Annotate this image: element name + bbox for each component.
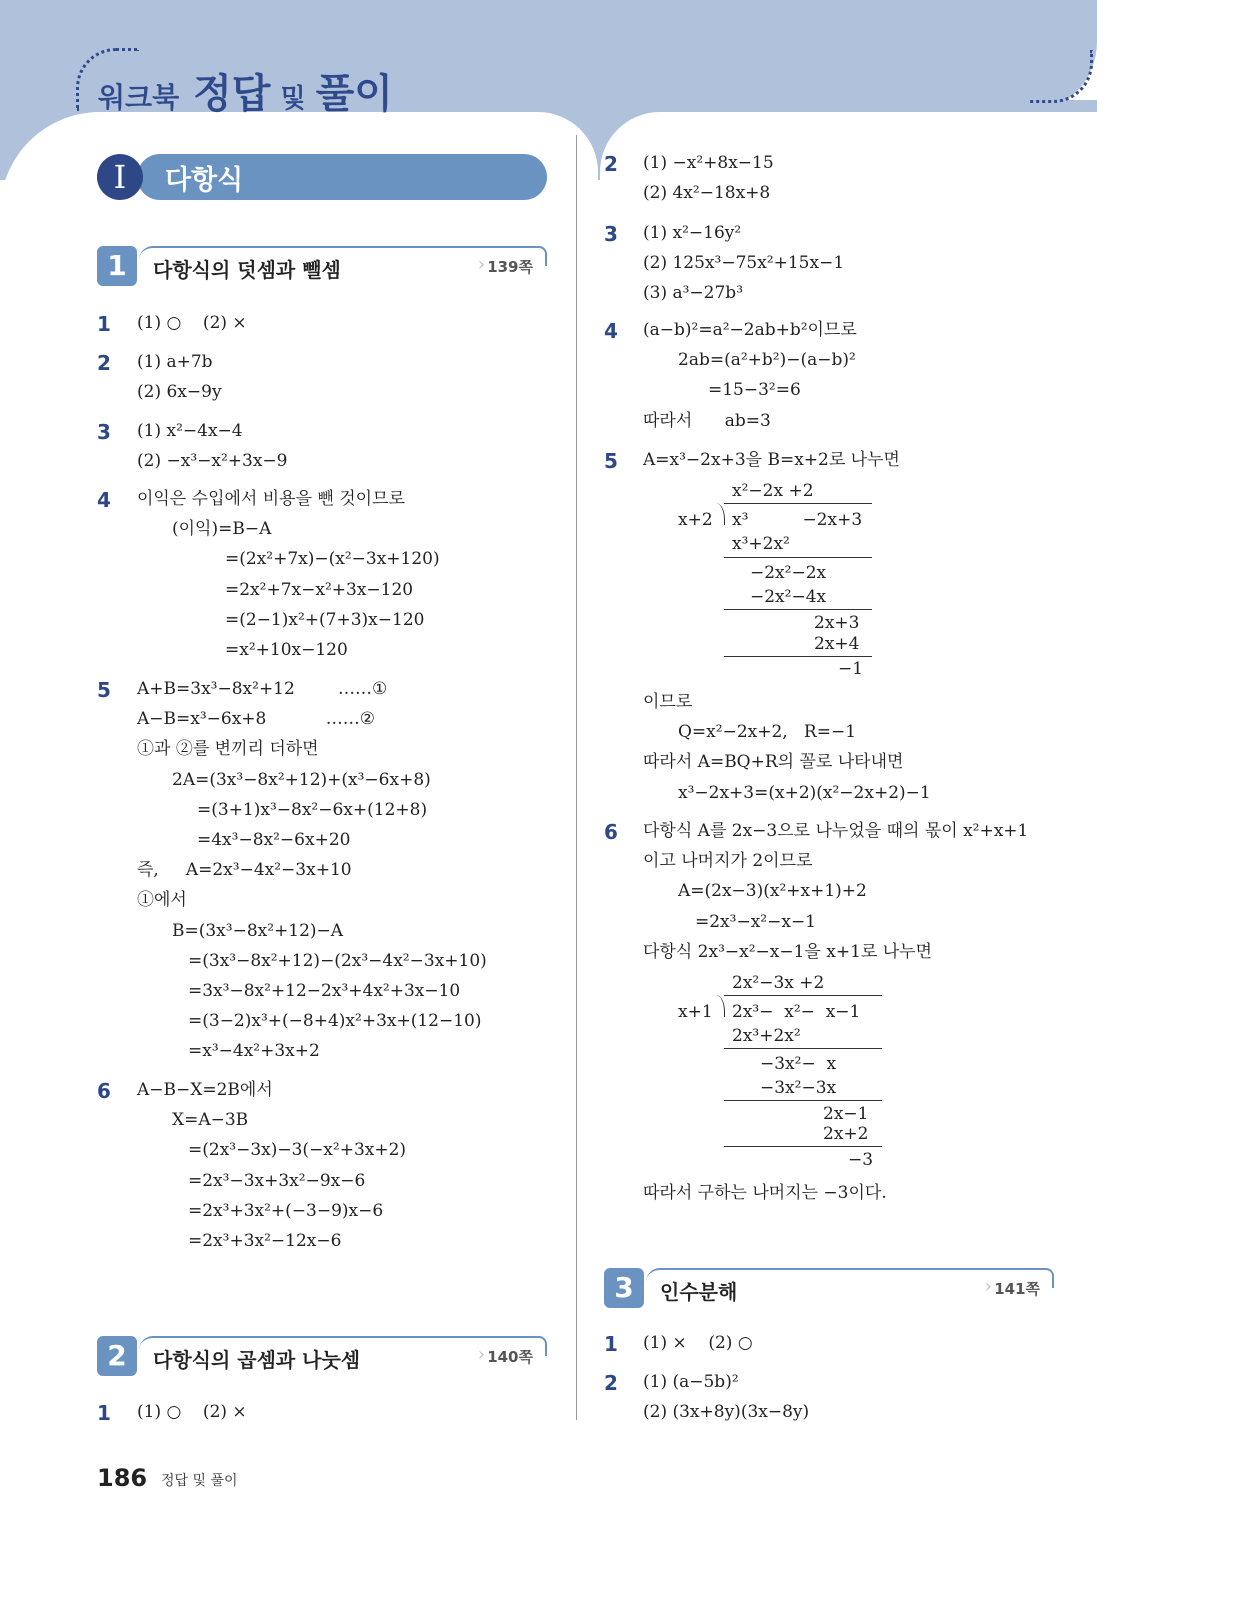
division-divisor: x+2 — [678, 510, 713, 530]
chevron-right-icon: › — [984, 1276, 992, 1297]
problem-6-solution — [643, 816, 1028, 967]
section-number: 3 — [604, 1268, 644, 1308]
solution-line: (2) 6x−9y — [137, 382, 222, 403]
title-answers: 정답 — [193, 71, 271, 117]
division-divisor: x+1 — [678, 1002, 713, 1022]
solution-line: =2x³−x²−x−1 — [695, 911, 817, 932]
division-row: 2x−1 — [823, 1104, 869, 1124]
problem-number: 1 — [97, 312, 111, 336]
section-header-2 — [97, 1336, 547, 1376]
division-dividend: 2x³− x²− x−1 — [732, 1002, 861, 1022]
problem-2-solution — [137, 347, 222, 407]
solution-line: A−B=x³−6x+8 ……② — [137, 709, 376, 730]
problem-number: 5 — [604, 449, 618, 473]
solution-line: =(2x²+7x)−(x²−3x+120) — [225, 549, 440, 570]
division-row: 2x³+2x² — [732, 1026, 801, 1046]
problem-number: 3 — [97, 420, 111, 444]
problem-3-solution — [643, 218, 844, 309]
solution-line: =x³−4x²+3x+2 — [188, 1041, 320, 1062]
solution-line: ①에서 — [137, 890, 187, 911]
problem-number: 6 — [604, 820, 618, 844]
problem-2-solution — [643, 148, 774, 208]
division-line — [724, 1100, 882, 1101]
problem-1-solution — [137, 1397, 247, 1427]
problem-5-intro: A=x³−2x+3을 B=x+2로 나누면 — [643, 450, 900, 470]
solution-line: =(3x³−8x²+12)−(2x³−4x²−3x+10) — [188, 950, 487, 971]
title-and: 및 — [280, 84, 306, 114]
solution-line: A=(2x−3)(x²+x+1)+2 — [678, 881, 867, 902]
section-number: 1 — [97, 246, 137, 286]
problem-number: 3 — [604, 222, 618, 246]
solution-line: =2x³+3x²−12x−6 — [188, 1231, 342, 1252]
problem-1-solution — [137, 308, 247, 338]
section-header-3 — [604, 1268, 1054, 1308]
division-line — [724, 1146, 882, 1147]
solution-line: =(3−2)x³+(−8+4)x²+3x+(12−10) — [188, 1011, 482, 1032]
section-page-ref: 139쪽 — [487, 258, 533, 276]
chapter-banner — [97, 154, 547, 200]
division-line — [724, 1048, 882, 1049]
division-row: x³+2x² — [732, 534, 790, 554]
solution-line: (이익)=B−A — [172, 519, 272, 540]
solution-line: B=(3x³−8x²+12)−A — [172, 920, 344, 941]
problem-number: 4 — [604, 319, 618, 343]
problem-3-solution — [137, 416, 288, 476]
solution-line: 2A=(3x³−8x²+12)+(x³−6x+8) — [172, 769, 431, 790]
problem-5-solution — [137, 674, 487, 1067]
solution-line: =(2−1)x²+(7+3)x−120 — [225, 609, 425, 630]
division-line — [724, 503, 872, 504]
solution-line: 이고 나머지가 2이므로 — [643, 851, 813, 872]
solution-line: =15−3²=6 — [708, 380, 801, 401]
solution-line: (2) (3x+8y)(3x−8y) — [643, 1402, 810, 1423]
solution-line: 다항식 2x³−x²−x−1을 x+1로 나누면 — [643, 941, 932, 962]
solution-line: (2) 4x²−18x+8 — [643, 183, 771, 204]
division-row: −3x²−3x — [760, 1078, 837, 1098]
footer-label: 정답 및 풀이 — [161, 1473, 238, 1489]
solution-line: ①과 ②를 변끼리 더하면 — [137, 739, 319, 760]
solution-line: 따라서 ab=3 — [643, 410, 771, 431]
solution-line: =2x²+7x−x²+3x−120 — [225, 579, 414, 600]
solution-line: Q=x²−2x+2, R=−1 — [678, 722, 857, 743]
page-number: 186 — [97, 1464, 148, 1492]
solution-line: (1) ○ (2) × — [137, 1402, 247, 1422]
solution-line: =4x³−8x²−6x+20 — [197, 830, 351, 851]
solution-line: (1) (a−5b)² — [643, 1372, 739, 1392]
chapter-title: 다항식 — [165, 165, 244, 196]
division-line — [724, 609, 872, 610]
division-row: 2x+4 — [814, 634, 860, 654]
solution-line: =3x³−8x²+12−2x³+4x²+3x−10 — [188, 981, 461, 1002]
solution-line: x³−2x+3=(x+2)(x²−2x+2)−1 — [678, 782, 931, 803]
section-page-ref: 141쪽 — [994, 1280, 1040, 1298]
problem-number: 5 — [97, 678, 111, 702]
solution-line: 2ab=(a²+b²)−(a−b)² — [678, 350, 856, 371]
problem-4-solution — [643, 315, 857, 436]
problem-5-conclusion — [643, 687, 931, 808]
division-line — [724, 557, 872, 558]
solution-line: (2) 125x³−75x²+15x−1 — [643, 253, 845, 274]
division-row: −3x²− x — [760, 1054, 837, 1074]
section-title: 다항식의 덧셈과 뺄셈 — [153, 258, 341, 282]
solution-line: (1) x²−4x−4 — [137, 421, 243, 441]
solution-line: =2x³−3x+3x²−9x−6 — [188, 1170, 366, 1191]
division-row: −2x²−4x — [750, 587, 827, 607]
title-workbook: 워크북 — [98, 81, 180, 114]
solution-line: (3) a³−27b³ — [643, 283, 744, 304]
solution-line: (a−b)²=a²−2ab+b²이므로 — [643, 320, 857, 340]
division-row: −2x²−2x — [750, 563, 827, 583]
solution-line: 다항식 A를 2x−3으로 나누었을 때의 몫이 x²+x+1 — [643, 821, 1029, 841]
problem-number: 4 — [97, 488, 111, 512]
solution-line: =(2x³−3x)−3(−x²+3x+2) — [188, 1140, 407, 1161]
solution-line: =x²+10x−120 — [225, 640, 348, 661]
solution-line: (1) −x²+8x−15 — [643, 153, 774, 173]
problem-number: 2 — [604, 1371, 618, 1395]
division-dividend: x³ −2x+3 — [732, 510, 863, 530]
problem-2-solution — [643, 1367, 809, 1427]
chevron-right-icon: › — [477, 254, 485, 275]
problem-number: 1 — [97, 1401, 111, 1425]
solution-line: (1) × (2) ○ — [643, 1333, 753, 1353]
division-row: 2x+2 — [823, 1124, 869, 1144]
problem-6-solution — [137, 1075, 406, 1256]
solution-line: (1) x²−16y² — [643, 223, 742, 243]
solution-line: (1) a+7b — [137, 352, 213, 372]
division-quotient: 2x²−3x +2 — [732, 973, 825, 993]
solution-line: A−B−X=2B에서 — [137, 1080, 273, 1100]
solution-line: A+B=3x³−8x²+12 ……① — [137, 679, 388, 699]
problem-1-solution — [643, 1328, 753, 1358]
solution-line: 즉, A=2x³−4x²−3x+10 — [137, 860, 352, 881]
division-remainder: −3 — [848, 1150, 874, 1170]
page-title — [98, 62, 393, 119]
section-header-1 — [97, 246, 547, 286]
solution-line: X=A−3B — [172, 1110, 249, 1131]
problem-number: 6 — [97, 1079, 111, 1103]
chevron-right-icon: › — [477, 1344, 485, 1365]
solution-line: 이익은 수입에서 비용을 뺀 것이므로 — [137, 489, 405, 509]
section-number: 2 — [97, 1336, 137, 1376]
solution-line: (1) ○ (2) × — [137, 313, 247, 333]
division-remainder: −1 — [838, 659, 864, 679]
section-title: 다항식의 곱셈과 나눗셈 — [153, 1348, 361, 1372]
problem-number: 2 — [604, 152, 618, 176]
problem-number: 1 — [604, 1332, 618, 1356]
dotted-arc-decoration — [1030, 50, 1093, 103]
chapter-numeral: I — [97, 154, 143, 200]
solution-line: 이므로 — [643, 692, 693, 712]
division-line — [724, 995, 882, 996]
problem-4-solution — [137, 484, 440, 665]
solution-line: =(3+1)x³−8x²−6x+(12+8) — [197, 799, 428, 820]
section-page-ref: 140쪽 — [487, 1348, 533, 1366]
problem-6-conclusion: 따라서 구하는 나머지는 −3이다. — [643, 1183, 887, 1203]
problem-number: 2 — [97, 351, 111, 375]
column-divider — [576, 135, 577, 1420]
division-line — [724, 656, 872, 657]
section-title: 인수분해 — [660, 1280, 738, 1304]
division-quotient: x²−2x +2 — [732, 481, 814, 501]
solution-line: (2) −x³−x²+3x−9 — [137, 451, 288, 472]
division-row: 2x+3 — [814, 613, 860, 633]
title-solutions: 풀이 — [315, 71, 393, 117]
solution-line: 따라서 A=BQ+R의 꼴로 나타내면 — [643, 752, 904, 773]
solution-line: =2x³+3x²+(−3−9)x−6 — [188, 1200, 384, 1221]
